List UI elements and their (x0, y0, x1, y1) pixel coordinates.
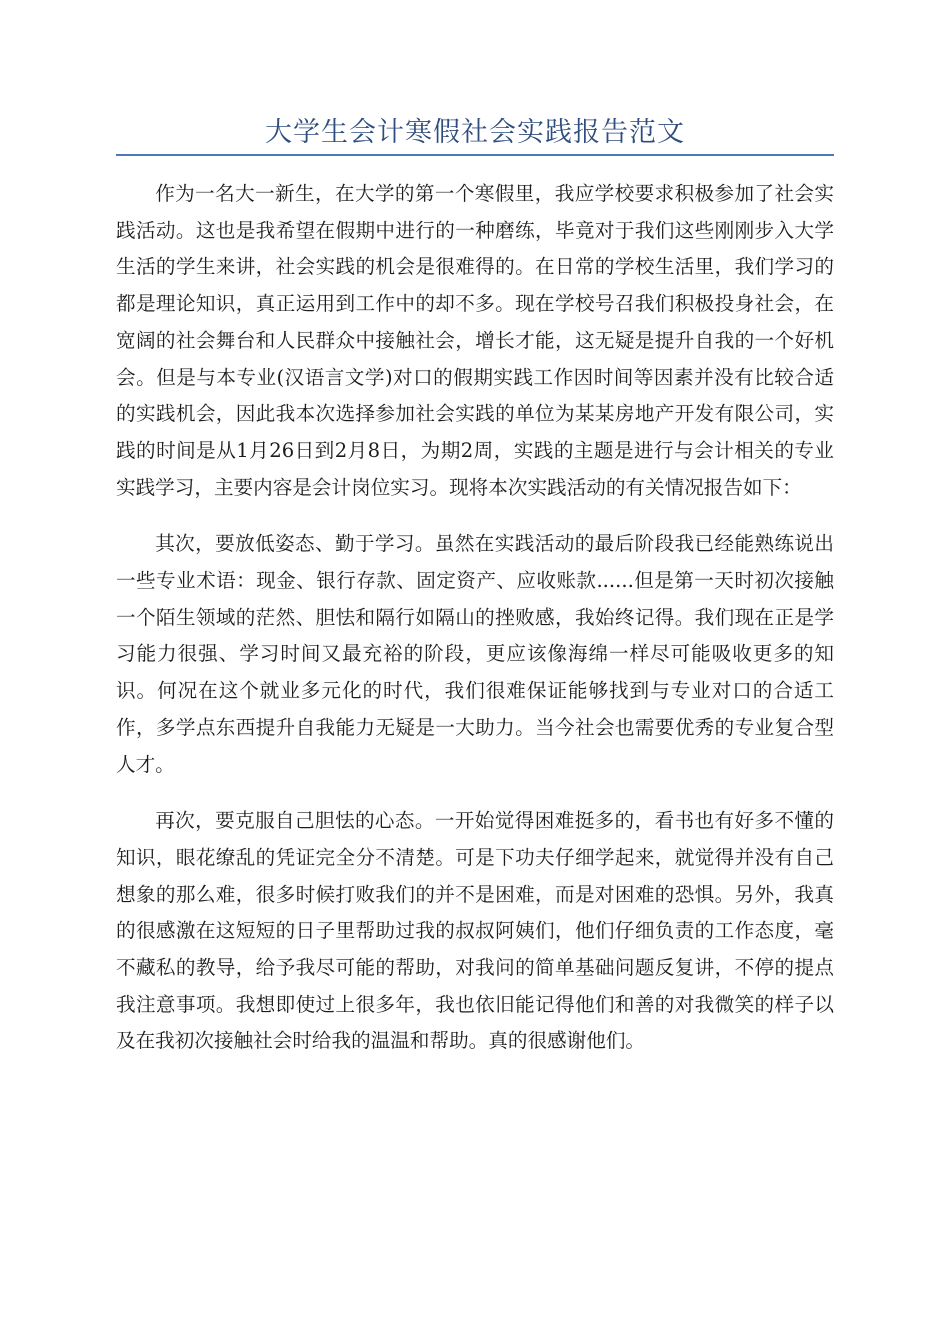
paragraph-third: 再次，要克服自己胆怯的心态。一开始觉得困难挺多的，看书也有好多不懂的知识，眼花缭乱的凭证完全分不清楚。可是下功夫仔细学起来，就觉得并没有自己想象的那么难，很多时候打败我们的并不是困难，而是对困难的恐惧。另外，我真的很感激在这短短的日子里帮助过我的叔叔阿姨们，他们仔细负责的工作态度，毫不藏私的教导，给予我尽可能的帮助，对我问的简单基础问题反复讲，不停的提点我注意事项。我想即使过上很多年，我也依旧能记得他们和善的对我微笑的样子以及在我初次接触社会时给我的温温和帮助。真的很感谢他们。 (116, 809, 834, 1053)
paragraph-intro: 作为一名大一新生，在大学的第一个寒假里，我应学校要求积极参加了社会实践活动。这也是我希望在假期中进行的一种磨练，毕竟对于我们这些刚刚步入大学生活的学生来讲，社会实践的机会是很难得的。在日常的学校生活里，我们学习的都是理论知识，真正运用到工作中的却不多。现在学校号召我们积极投身社会，在宽阔的社会舞台和人民群众中接触社会，增长才能，这无疑是提升自我的一个好机会。但是与本专业(汉语言文学)对口的假期实践工作因时间等因素并没有比较合适的实践机会，因此我本次选择参加社会实践的单位为某某房地产开发有限公司，实践的时间是从1月26日到2月8日，为期2周，实践的主题是进行与会计相关的专业实践学习，主要内容是会计岗位实习。现将本次实践活动的有关情况报告如下： (116, 182, 834, 499)
paragraph-second: 其次，要放低姿态、勤于学习。虽然在实践活动的最后阶段我已经能熟练说出一些专业术语：现金、银行存款、固定资产、应收账款......但是第一天时初次接触一个陌生领域的茫然、胆怯和隔行如隔山的挫败感，我始终记得。我们现在正是学习能力很强、学习时间又最充裕的阶段，更应该像海绵一样尽可能吸收更多的知识。何况在这个就业多元化的时代，我们很难保证能够找到与专业对口的合适工作，多学点东西提升自我能力无疑是一大助力。当今社会也需要优秀的专业复合型人才。 (116, 532, 834, 776)
document-body (116, 176, 834, 1080)
document-title: 大学生会计寒假社会实践报告范文 (265, 117, 685, 148)
title-underline (116, 154, 834, 156)
